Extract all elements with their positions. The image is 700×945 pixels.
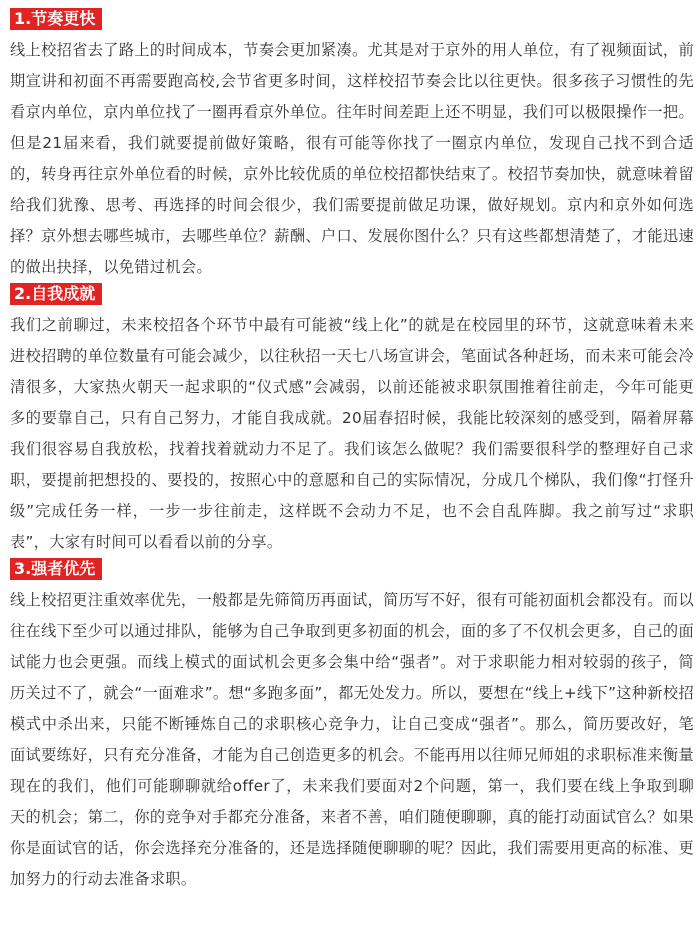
section-heading: 2.自我成就 bbox=[10, 283, 102, 305]
section-paragraph: 我们之前聊过，未来校招各个环节中最有可能被“线上化”的就是在校园里的环节，这就意味着未来进校招聘的单位数量有可能会减少，以往秋招一天七八场宣讲会，笔面试各种赶场，而未来可能会冷清很多，大家热火朝天一起求职的“仪式感”会减弱，以前还能被求职氛围推着往前走，今年可能更多的要靠自己，只有自己努力，才能自我成就。20届春招时候，我能比较深刻的感受到，隔着屏幕我们很容易自我放松，找着找着就动力不足了。我们该怎么做呢？我们需要很科学的整理好自己求职，要提前把想投的、要投的，按照心中的意愿和自己的实际情况，分成几个梯队，我们像“打怪升级”完成任务一样，一步一步往前走，这样既不会动力不足，也不会自乱阵脚。我之前写过“求职表”，大家有时间可以看看以前的分享。 bbox=[10, 316, 694, 551]
section-paragraph: 线上校招省去了路上的时间成本，节奏会更加紧凑。尤其是对于京外的用人单位，有了视频面试，前期宣讲和初面不再需要跑高校,会节省更多时间，这样校招节奏会比以往更快。很多孩子习惯性的先看京内单位，京内单位找了一圈再看京外单位。往年时间差距上还不明显，我们可以极限操作一把。但是21届来看，我们就要提前做好策略，很有可能等你找了一圈京内单位，发现自己找不到合适的，转身再往京外单位看的时候，京外比较优质的单位校招都快结束了。校招节奏加快，就意味着留给我们犹豫、思考、再选择的时间会很少，我们需要提前做足功课，做好规划。京内和京外如何选择？京外想去哪些城市，去哪些单位？薪酬、户口、发展你图什么？只有这些都想清楚了，才能迅速的做出抉择，以免错过机会。 bbox=[10, 41, 694, 276]
section-heading: 1.节奏更快 bbox=[10, 8, 102, 30]
section-self-achievement bbox=[10, 283, 694, 558]
section-rhythm-faster bbox=[10, 8, 694, 283]
section-paragraph: 线上校招更注重效率优先，一般都是先筛简历再面试，简历写不好，很有可能初面机会都没有。而以往在线下至少可以通过排队，能够为自己争取到更多初面的机会，面的多了不仅机会更多，自己的面试能力也会更强。而线上模式的面试机会更多会集中给“强者”。对于求职能力相对较弱的孩子，简历关过不了，就会“一面难求”。想“多跑多面”，都无处发力。所以，要想在“线上+线下”这种新校招模式中杀出来，只能不断锤炼自己的求职核心竞争力，让自己变成“强者”。那么，简历要改好，笔面试要练好，只有充分准备，才能为自己创造更多的机会。不能再用以往师兄师姐的求职标准来衡量现在的我们，他们可能聊聊就给offer了，未来我们要面对2个问题，第一，我们要在线上争取到聊天的机会；第二，你的竞争对手都充分准备，来者不善，咱们随便聊聊，真的能打动面试官么？如果你是面试官的话，你会选择充分准备的，还是选择随便聊聊的呢？因此，我们需要用更高的标准、更加努力的行动去准备求职。 bbox=[10, 591, 694, 888]
section-heading: 3.强者优先 bbox=[10, 558, 102, 580]
section-strong-first bbox=[10, 558, 694, 895]
